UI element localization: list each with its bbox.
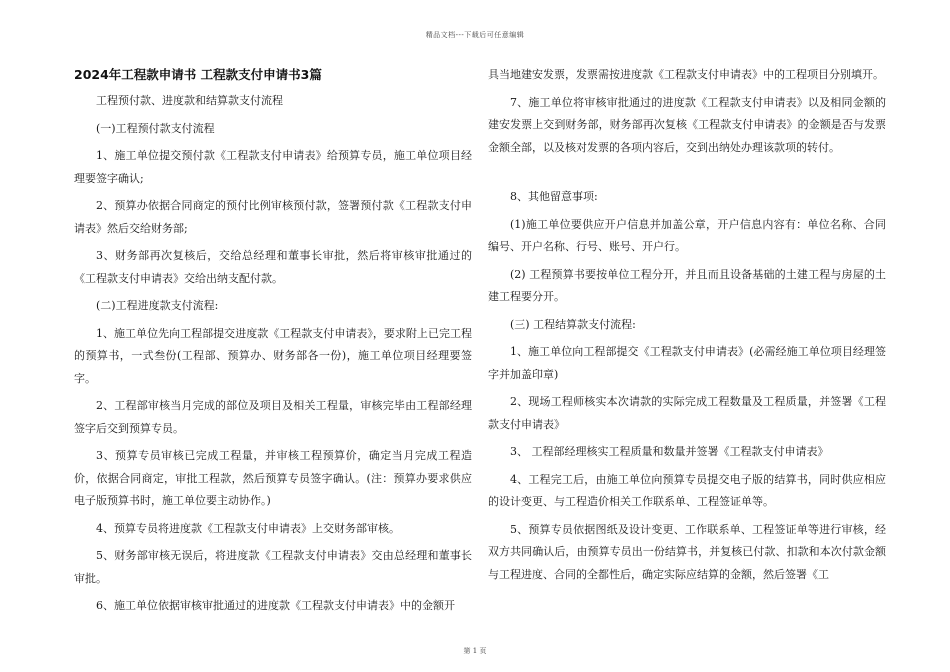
- page-footer: 第 1 页: [463, 647, 487, 655]
- left-column: [74, 64, 472, 623]
- paragraph: 2、预算办依据合同商定的预付比例审核预付款，签署预付款《工程款支付申请表》然后交给财务部;: [74, 199, 472, 235]
- paragraph: 1、施工单位向工程部提交《工程款支付申请表》(必需经施工单位项目经理签字并加盖印章): [488, 345, 886, 381]
- subsection-heading: (一)工程预付款支付流程: [96, 121, 215, 135]
- subsection-heading: (三) 工程结算款支付流程:: [510, 317, 636, 331]
- paragraph: 3、预算专员审核已完成工程量，并审核工程预算价，确定当月完成工程造价，依据合同商定，审批工程款，然后预算专员签字确认。(注：预算办要求供应电子版预算书时，施工单位要主动协作。): [74, 449, 472, 507]
- paragraph: 1、施工单位先向工程部提交进度款《工程款支付申请表》，要求附上已完工程的预算书，一式叁份(工程部、预算办、财务部各一份)，施工单位项目经理要签字。: [74, 326, 472, 385]
- subsection-heading: 8、其他留意事项:: [510, 190, 598, 203]
- document-title: 2024年工程款申请书 工程款支付申请书3篇: [74, 67, 322, 82]
- paragraph: 2、工程部审核当月完成的部位及项目及相关工程量，审核完毕由工程部经理签字后交到预算专员。: [74, 399, 472, 435]
- paragraph: 2、现场工程师核实本次请款的实际完成工程数量及工程质量，并签署《工程款支付申请表》: [488, 395, 886, 431]
- section-heading: 工程预付款、进度款和结算款支付流程: [96, 94, 283, 107]
- paragraph: 5、预算专员依据图纸及设计变更、工作联系单、工程签证单等进行审核，经双方共同确认后，由预算专员出一份结算书，并复核已付款、扣款和本次付款金额与工程进度、合同的全都性后，确定实际应结算的金额，然后签署《工: [488, 522, 886, 581]
- paragraph: 6、施工单位依据审核审批通过的进度款《工程款支付申请表》中的金额开: [96, 599, 455, 612]
- paragraph: 7、施工单位将审核审批通过的进度款《工程款支付申请表》以及相同金额的建安发票上交到财务部，财务部再次复核《工程款支付申请表》的金额是否与发票金额全部，以及核对发票的各项内容后，交到出纳处办理该款项的转付。: [488, 95, 886, 154]
- paragraph: (1)施工单位要供应开户信息并加盖公章，开户信息内容有：单位名称、合同编号、开户名称、行号、账号、开户行。: [488, 217, 886, 253]
- paragraph-continued: 具当地建安发票，发票需按进度款《工程款支付申请表》中的工程项目分别填开。: [488, 68, 884, 81]
- paragraph: (2) 工程预算书要按单位工程分开，并且而且设备基础的土建工程与房屋的土建工程要分开。: [488, 267, 886, 303]
- subsection-heading: (二)工程进度款支付流程:: [96, 299, 219, 312]
- paragraph: 3、财务部再次复核后，交给总经理和董事长审批，然后将审核审批通过的《工程款支付申请表》交给出纳支配付款。: [74, 249, 472, 285]
- page-header: 精品文档---下载后可任意编辑: [425, 31, 525, 39]
- paragraph: 4、预算专员将进度款《工程款支付申请表》上交财务部审核。: [96, 521, 400, 535]
- blank-line: [488, 164, 886, 186]
- paragraph: 4、工程完工后，由施工单位向预算专员提交电子版的结算书，同时供应相应的设计变更、与工程造价相关工作联系单、工程签证单等。: [488, 472, 886, 508]
- paragraph: 5、财务部审核无误后，将进度款《工程款支付申请表》交由总经理和董事长审批。: [74, 549, 472, 585]
- paragraph: 1、施工单位提交预付款《工程款支付申请表》给预算专员，施工单位项目经理要签字确认;: [74, 149, 472, 185]
- right-column: [488, 64, 886, 591]
- paragraph: 3、 工程部经理核实工程质量和数量并签署《工程款支付申请表》: [510, 445, 829, 458]
